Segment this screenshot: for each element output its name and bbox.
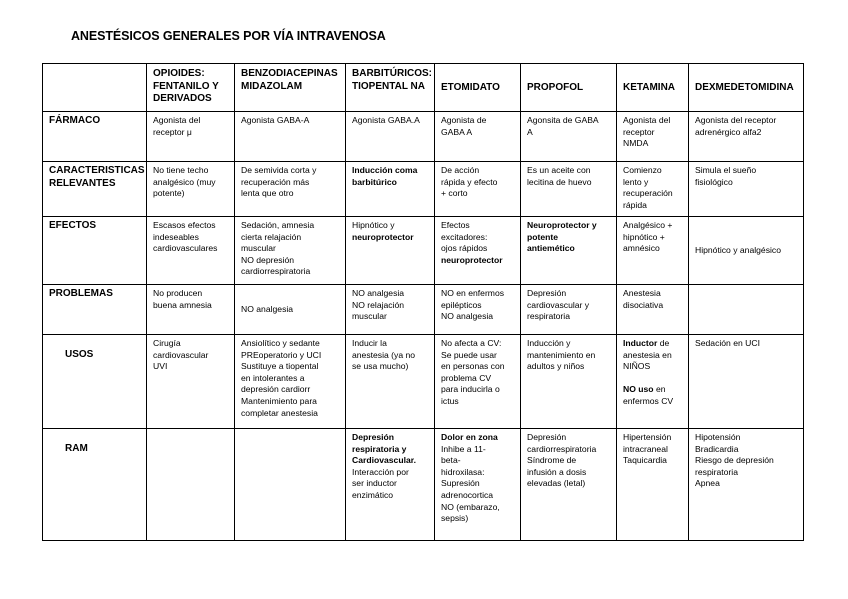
cell-text-line: barbitúrico [352, 176, 397, 187]
cell-text-line: MIDAZOLAM [241, 80, 303, 92]
cell-text-line: lenta que otro [241, 188, 294, 199]
row-label-ram: RAM [43, 429, 147, 541]
cell-problemas-dexme [689, 285, 804, 335]
cell-caracteristicas-benzo [235, 162, 346, 217]
cell-text-line: respiratoria y [352, 443, 407, 454]
cell-text-line: cardiorrespiratoria [241, 266, 311, 277]
cell-text-line: BARBITÚRICOS: [352, 68, 432, 79]
cell-ram-opioides [147, 429, 235, 541]
cell-text-line: Síndrome de [527, 455, 577, 466]
cell-text-line: amnésico [623, 243, 660, 254]
cell-text-line: adrenérgico alfa2 [695, 126, 762, 137]
cell-text-line: ictus [441, 395, 459, 406]
cell-text-line: completar anestesia [241, 407, 318, 418]
cell-text-line: hidroxilasa: [441, 466, 485, 477]
cell-caracteristicas-barbi [346, 162, 435, 217]
row-label-efectos: EFECTOS [43, 217, 147, 285]
cell-text-line: Cirugía [153, 338, 181, 348]
cell-text-line: en intolerantes a [241, 372, 305, 383]
cell-ram-etomidato [435, 429, 521, 541]
cell-usos-barbi [346, 335, 435, 429]
cell-text-line: muscular [241, 243, 276, 254]
cell-farmaco-opioides [147, 112, 235, 162]
cell-text-line: anestesia (ya no [352, 349, 416, 360]
cell-ram-dexme [689, 429, 804, 541]
cell-efectos-opioides [147, 217, 235, 285]
cell-text-line: cardiovascular y [527, 299, 590, 310]
cell-text-line: en personas con [441, 361, 505, 372]
cell-text-line: Anestesia [623, 288, 661, 298]
cell-efectos-propofol [521, 217, 617, 285]
cell-text-line: RELEVANTES [49, 177, 116, 189]
cell-text-line: muscular [352, 311, 387, 322]
cell-text-line: receptor [623, 126, 655, 137]
cell-text-line: Taquicardia [623, 455, 667, 466]
cell-usos-ketamina [617, 335, 689, 429]
cell-text-line: Cardiovascular. [352, 455, 417, 466]
cell-text-line: neuroprotector [441, 254, 503, 265]
cell-text-line: Efectos [441, 220, 470, 230]
cell-text-line: Sustituye a tiopental [241, 361, 319, 372]
cell-text-line: epilépticos [441, 299, 482, 310]
cell-text-line: Inhibe a 11- [441, 443, 486, 454]
cell-text-line [623, 373, 684, 385]
cell-farmaco-ketamina [617, 112, 689, 162]
cell-text-line: depresión cardiorr [241, 384, 311, 395]
cell-text-line: OPIOIDES: [153, 68, 205, 79]
cell-text-line: NO relajación [352, 299, 405, 310]
cell-text-line: ser inductor [352, 478, 397, 489]
cell-text-line: PREoperatorio y UCI [241, 349, 322, 360]
cell-text-line: cardiovasculares [153, 243, 218, 254]
cell-text-line: respiratoria [527, 311, 570, 322]
cell-text-line: cardiovascular [153, 349, 209, 360]
cell-text-line: NO analgesia [441, 311, 494, 322]
cell-text-line: disociativa [623, 299, 664, 310]
cell-text-line: Agonsita de GABA [527, 115, 599, 125]
cell-text-line: Agonista del receptor [695, 115, 777, 125]
cell-text-line: Inductor de [623, 338, 670, 348]
cell-text-line: Riesgo de depresión [695, 455, 774, 466]
cell-problemas-opioides [147, 285, 235, 335]
cell-text-line: Dolor en zona [441, 432, 498, 442]
cell-text-line: NIÑOS [623, 361, 651, 372]
cell-text-line: Depresión [527, 432, 567, 442]
cell-text-line: lecitina de huevo [527, 176, 592, 187]
cell-text-line: Mantenimiento para [241, 395, 317, 406]
cell-farmaco-benzo: Agonista GABA-A [235, 112, 346, 162]
cell-text-line: analgésico (muy [153, 176, 216, 187]
cell-text-line: se usa mucho) [352, 361, 409, 372]
page-title: ANESTÉSICOS GENERALES POR VÍA INTRAVENOSA [71, 29, 386, 43]
cell-text-line: CARACTERISTICAS [49, 165, 145, 176]
cell-text-line: sepsis) [441, 513, 469, 524]
cell-ram-ketamina [617, 429, 689, 541]
cell-problemas-benzo: NO analgesia [235, 285, 346, 335]
row-farmaco [43, 112, 804, 162]
header-row [43, 64, 804, 112]
cell-usos-benzo [235, 335, 346, 429]
cell-text-line: Inducir la [352, 338, 387, 348]
row-caracteristicas [43, 162, 804, 217]
cell-text-line: Apnea [695, 478, 720, 489]
cell-text-line: Supresión [441, 478, 480, 489]
cell-usos-propofol [521, 335, 617, 429]
cell-text-line: intracraneal [623, 443, 668, 454]
cell-text-line: Hipotensión [695, 432, 741, 442]
header-ketamina: KETAMINA [617, 64, 689, 112]
cell-text-line: mantenimiento en [527, 349, 596, 360]
cell-text-line: elevadas (letal) [527, 478, 586, 489]
cell-text-line: No afecta a CV: [441, 338, 502, 348]
cell-text-line: excitadores: [441, 231, 488, 242]
cell-text-line: Depresión [352, 432, 395, 442]
cell-ram-propofol [521, 429, 617, 541]
row-label-farmaco: FÁRMACO [43, 112, 147, 162]
cell-farmaco-propofol [521, 112, 617, 162]
cell-text-line: Bradicardia [695, 443, 739, 454]
cell-text-line: Agonista del [623, 115, 671, 125]
cell-text-line: rápida [623, 199, 647, 210]
cell-text-line: NO depresión [241, 254, 295, 265]
cell-text-line: antiemético [527, 243, 575, 254]
cell-text-line: Es un aceite con [527, 165, 591, 175]
cell-text-line: A [527, 126, 533, 137]
cell-text-line: BENZODIACEPINAS [241, 68, 338, 79]
cell-text-line: lento y [623, 176, 649, 187]
cell-text-line: beta- [441, 455, 461, 466]
header-dexmedetomidina: DEXMEDETOMIDINA [689, 64, 804, 112]
row-label-caracteristicas [43, 162, 147, 217]
cell-text-line: FENTANILO Y [153, 80, 219, 92]
cell-problemas-barbi [346, 285, 435, 335]
cell-text-line: NMDA [623, 138, 649, 149]
cell-text-line: rápida y efecto [441, 176, 498, 187]
cell-text-line: buena amnesia [153, 299, 212, 310]
cell-caracteristicas-dexme [689, 162, 804, 217]
cell-ram-benzo [235, 429, 346, 541]
cell-text-line: adultos y niños [527, 361, 585, 372]
cell-text-line: Comienzo [623, 165, 662, 175]
cell-text-line: NO (embarazo, [441, 501, 500, 512]
cell-text-line: enfermos CV [623, 395, 674, 406]
cell-text-line: No producen [153, 288, 203, 298]
cell-text-line: adrenocortica [441, 489, 494, 500]
cell-text-line: receptor μ [153, 126, 192, 137]
cell-text-line: Inducción coma [352, 165, 418, 175]
cell-text-line: Se puede usar [441, 349, 497, 360]
cell-text-line: De semivida corta y [241, 165, 317, 175]
cell-text-line: Neuroprotector y [527, 220, 597, 230]
cell-usos-dexme: Sedación en UCI [689, 335, 804, 429]
cell-text-line: UVI [153, 361, 168, 372]
header-benzodiacepinas [235, 64, 346, 112]
cell-problemas-propofol [521, 285, 617, 335]
cell-text-line: cierta relajación [241, 231, 302, 242]
cell-efectos-etomidato [435, 217, 521, 285]
header-barbituricos [346, 64, 435, 112]
cell-efectos-benzo [235, 217, 346, 285]
cell-text-line: NO analgesia [352, 288, 405, 298]
cell-farmaco-dexme [689, 112, 804, 162]
cell-caracteristicas-opioides [147, 162, 235, 217]
cell-text-line: NO uso en [623, 384, 666, 395]
cell-usos-opioides [147, 335, 235, 429]
cell-problemas-etomidato [435, 285, 521, 335]
cell-text-line: Hipertensión [623, 432, 672, 442]
cell-text-line: Hipnótico y [352, 220, 395, 230]
cell-text-line: potente) [153, 188, 185, 199]
cell-text-line: recuperación [623, 188, 673, 199]
cell-text-line: hipnótico + [623, 231, 665, 242]
cell-text-line: Inducción y [527, 338, 571, 348]
cell-usos-etomidato [435, 335, 521, 429]
row-problemas [43, 285, 804, 335]
header-propofol: PROPOFOL [521, 64, 617, 112]
cell-text-line: Sedación, amnesia [241, 220, 315, 230]
cell-text-line: Agonista del [153, 115, 201, 125]
cell-caracteristicas-propofol [521, 162, 617, 217]
cell-text-line: enzimático [352, 489, 394, 500]
anesthetics-table [42, 63, 804, 541]
cell-efectos-barbi [346, 217, 435, 285]
cell-text-line: cardiorrespiratoria [527, 443, 597, 454]
cell-efectos-ketamina [617, 217, 689, 285]
cell-efectos-dexme: Hipnótico y analgésico [689, 217, 804, 285]
cell-farmaco-etomidato [435, 112, 521, 162]
cell-text-line: GABA A [441, 126, 473, 137]
cell-text-line: Agonista de [441, 115, 487, 125]
row-ram [43, 429, 804, 541]
cell-text-line: Interacción por [352, 466, 409, 477]
cell-caracteristicas-ketamina [617, 162, 689, 217]
header-opioides [147, 64, 235, 112]
cell-text-line: De acción [441, 165, 480, 175]
cell-text-line: para inducirla o [441, 384, 500, 395]
header-empty-cell [43, 64, 147, 112]
cell-text-line: Depresión [527, 288, 567, 298]
cell-text-line: + corto [441, 188, 468, 199]
cell-text-line: No tiene techo [153, 165, 209, 175]
cell-text-line: Analgésico + [623, 220, 673, 230]
cell-text-line: recuperación más [241, 176, 310, 187]
row-efectos [43, 217, 804, 285]
row-usos [43, 335, 804, 429]
cell-farmaco-barbi: Agonista GABA.A [346, 112, 435, 162]
cell-text-line: problema CV [441, 372, 492, 383]
cell-ram-barbi [346, 429, 435, 541]
cell-text-line: fisiológico [695, 176, 733, 187]
cell-text-line: Simula el sueño [695, 165, 757, 175]
cell-text-line: NO en enfermos [441, 288, 505, 298]
cell-text-line: potente [527, 231, 559, 242]
cell-text-line: TIOPENTAL NA [352, 80, 425, 92]
cell-text-line: DERIVADOS [153, 93, 212, 104]
row-label-problemas: PROBLEMAS [43, 285, 147, 335]
cell-text-line: Ansiolítico y sedante [241, 338, 320, 348]
cell-text-line: infusión a dosis [527, 466, 587, 477]
cell-text-line: neuroprotector [352, 231, 414, 242]
cell-problemas-ketamina [617, 285, 689, 335]
cell-text-line: indeseables [153, 231, 199, 242]
cell-text-line: ojos rápidos [441, 243, 488, 254]
row-label-usos: USOS [43, 335, 147, 429]
cell-caracteristicas-etomidato [435, 162, 521, 217]
header-etomidato: ETOMIDATO [435, 64, 521, 112]
cell-text-line: Escasos efectos [153, 220, 216, 230]
cell-text-line: respiratoria [695, 466, 738, 477]
cell-text-line: anestesia en [623, 349, 672, 360]
